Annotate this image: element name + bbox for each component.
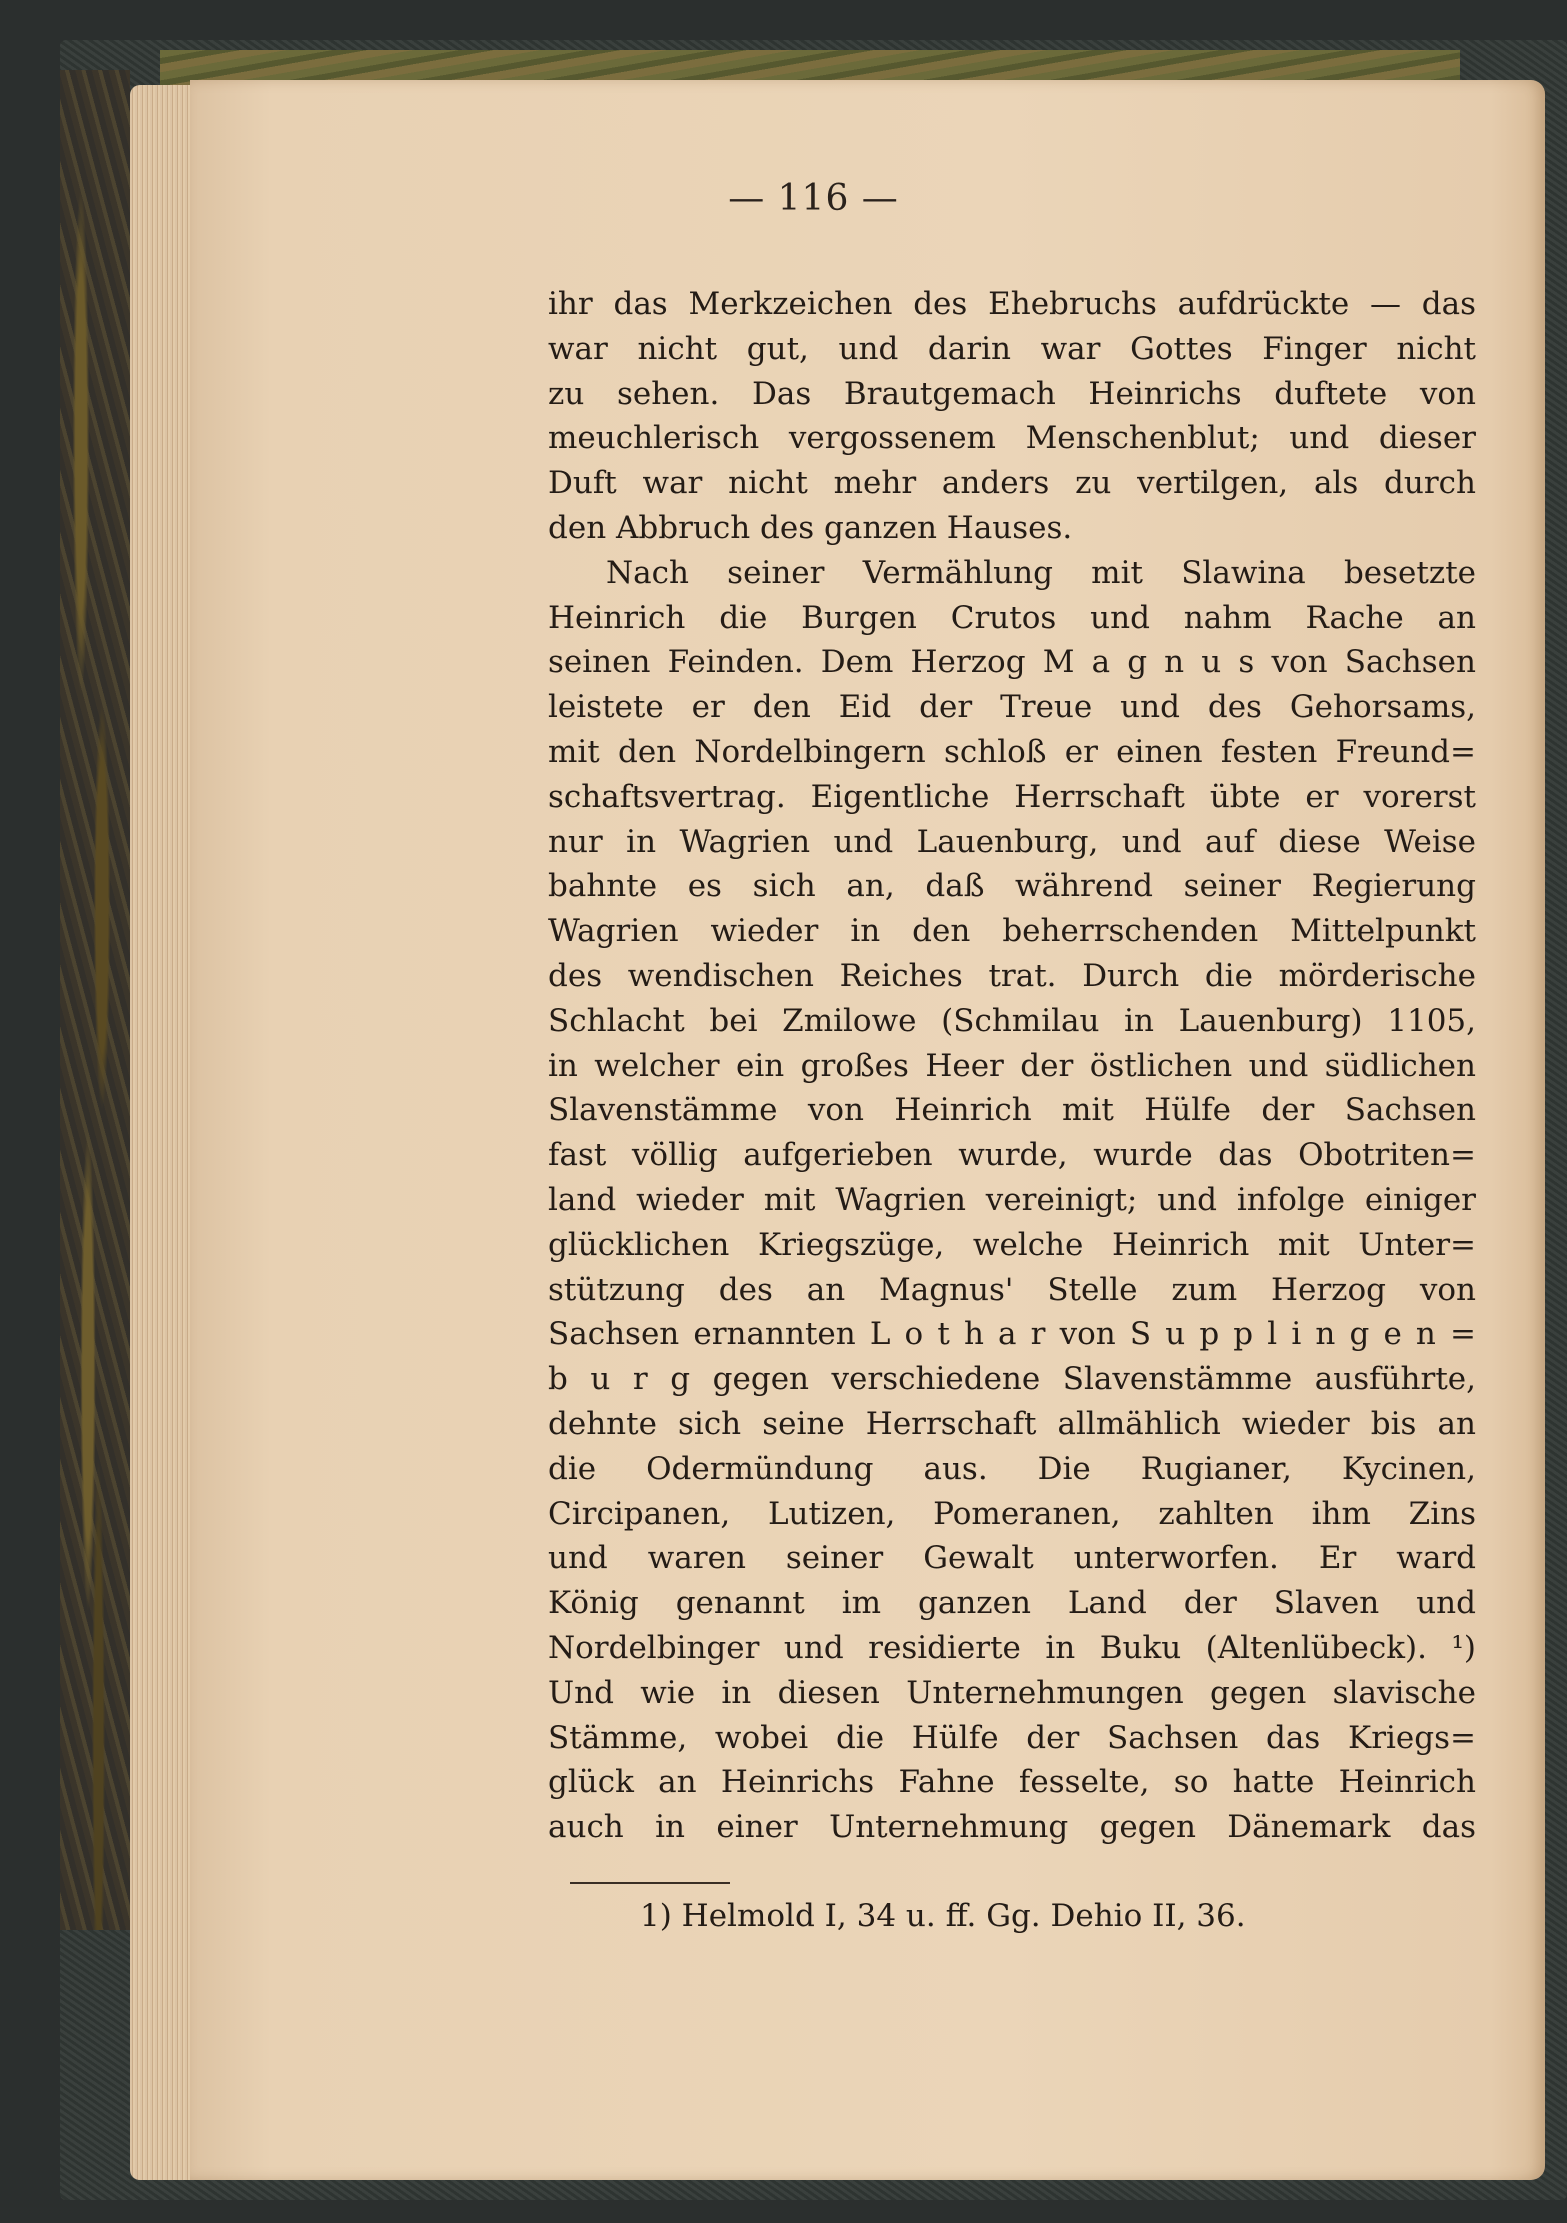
text-line: auch in einer Unternehmung gegen Dänemark das <box>548 1809 1476 1846</box>
text-line: die Odermündung aus. Die Rugianer, Kycinen, <box>548 1450 1476 1487</box>
text-line: den Abbruch des ganzen Hauses. <box>548 509 1073 546</box>
text-line: Wagrien wieder in den beherrschenden Mittelpunkt <box>548 913 1476 950</box>
text-line: Slavenstämme von Heinrich mit Hülfe der Sachsen <box>548 1092 1476 1129</box>
text-line: glücklichen Kriegszüge, welche Heinrich mit Unter= <box>548 1226 1476 1263</box>
page-number-text: — 116 — <box>728 178 899 219</box>
text-line: land wieder mit Wagrien vereinigt; und infolge einiger <box>548 1181 1476 1218</box>
text-line: zu sehen. Das Brautgemach Heinrichs duftete von <box>548 375 1476 412</box>
text-line: stützung des an Magnus' Stelle zum Herzog von <box>548 1271 1476 1308</box>
text-line: leistete er den Eid der Treue und des Gehorsams, <box>548 689 1476 726</box>
marbled-endpaper <box>60 70 130 1930</box>
text-line: bahnte es sich an, daß während seiner Regierung <box>548 868 1476 905</box>
text-line: dehnte sich seine Herrschaft allmählich wieder bis an <box>548 1405 1476 1442</box>
text-line: Sachsen ernannten L o t h a r von S u p p l i n g e n = <box>548 1316 1476 1353</box>
text-line: Duft war nicht mehr anders zu vertilgen, als durch <box>548 465 1476 502</box>
text-line: Heinrich die Burgen Crutos und nahm Rache an <box>548 599 1476 636</box>
text-line: Nach seiner Vermählung mit Slawina besetzte <box>606 554 1476 591</box>
text-line: fast völlig aufgerieben wurde, wurde das Obotriten= <box>548 1137 1476 1174</box>
text-line: in welcher ein großes Heer der östlichen und südlichen <box>548 1047 1476 1084</box>
page-number <box>0 178 1567 219</box>
text-line: ihr das Merkzeichen des Ehebruchs aufdrückte — das <box>548 286 1476 322</box>
text-line: b u r g gegen verschiedene Slavenstämme ausführte, <box>548 1361 1476 1398</box>
body-text <box>548 282 1476 1850</box>
text-line: Circipanen, Lutizen, Pomeranen, zahlten ihm Zins <box>548 1495 1476 1532</box>
text-line: mit den Nordelbingern schloß er einen festen Freund= <box>548 733 1476 770</box>
footnote-rule <box>570 1882 730 1884</box>
text-line: schaftsvertrag. Eigentliche Herrschaft übte er vorerst <box>548 778 1476 815</box>
text-line: Stämme, wobei die Hülfe der Sachsen das Kriegs= <box>548 1719 1476 1756</box>
text-line: des wendischen Reiches trat. Durch die mörderische <box>548 957 1476 994</box>
text-line: und waren seiner Gewalt unterworfen. Er ward <box>548 1540 1476 1577</box>
text-line: Schlacht bei Zmilowe (Schmilau in Lauenburg) 1105, <box>548 1002 1476 1039</box>
text-line: Nordelbinger und residierte in Buku (Altenlübeck). ¹) <box>548 1629 1476 1666</box>
text-line: nur in Wagrien und Lauenburg, und auf diese Weise <box>548 823 1476 860</box>
text-line: Und wie in diesen Unternehmungen gegen slavische <box>548 1674 1476 1711</box>
text-line: meuchlerisch vergossenem Menschenblut; und dieser <box>548 420 1476 457</box>
text-line: seinen Feinden. Dem Herzog M a g n u s von Sachsen <box>548 644 1476 681</box>
text-line: glück an Heinrichs Fahne fesselte, so hatte Heinrich <box>548 1764 1476 1801</box>
text-line: König genannt im ganzen Land der Slaven und <box>548 1585 1476 1622</box>
text-line: war nicht gut, und darin war Gottes Finger nicht <box>548 330 1476 367</box>
footnote: 1) Helmold I, 34 u. ff. Gg. Dehio II, 36. <box>640 1898 1246 1934</box>
